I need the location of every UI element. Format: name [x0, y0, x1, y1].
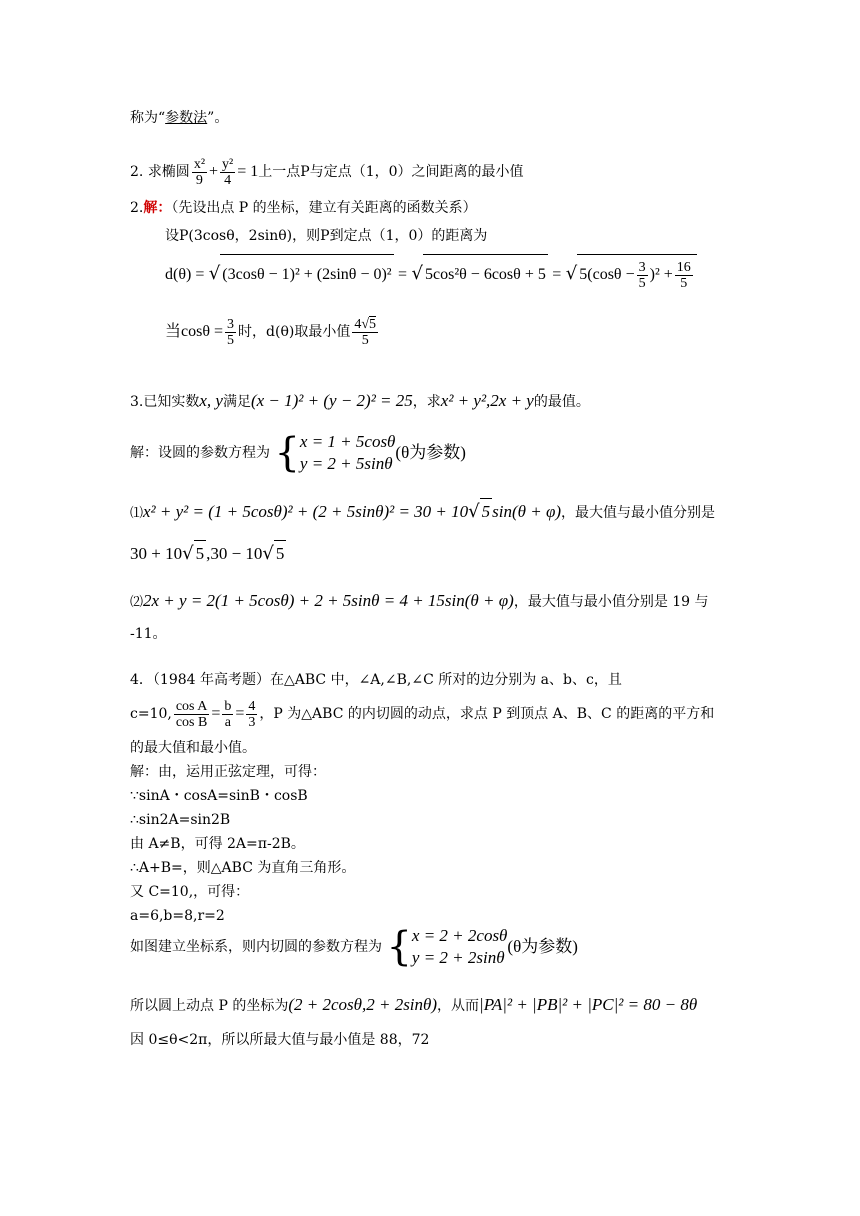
problem-2-set-p: 设P(3cosθ，2sinθ)，则P到定点（1，0）的距离为: [165, 228, 488, 244]
term-parameter-method: 参数法: [165, 110, 208, 126]
problem-2-answer-header: 2.解：（先设出点 P 的坐标，建立有关距离的函数关系）: [130, 200, 477, 216]
fraction-x2-9: $\frac{\text{x²}}{9}$: [193, 156, 206, 188]
problem-4-step-5: ∴A+B=，则△ABC 为直角三角形。: [130, 860, 356, 876]
parametric-system: { x = 1 + 5cosθ y = 2 + 5sinθ (θ为参数): [274, 430, 466, 476]
problem-3-part-2-end: -11。: [130, 626, 167, 642]
problem-3-part-1: ⑴x² + y² = (1 + 5cosθ)² + (2 + 5sinθ)² = 30 + 10√ 5 sin(θ + φ)，最大值与最小值分别是: [130, 498, 715, 527]
problem-4-step-3: ∴sin2A=sin2B: [130, 812, 231, 828]
problem-2-minimum: 当cosθ = $\frac{3}{5}$ 时，d(θ)取最小值 $\frac{4√5}{5}$: [165, 316, 377, 348]
intro-line: 称为“参数法”。: [130, 110, 229, 126]
min-value-fraction: $\frac{4√5}{5}$: [354, 316, 377, 348]
problem-3-part-1-result: 30 + 10√ 5 ,30 − 10√ 5: [130, 540, 286, 568]
fraction-y2-4: $\frac{\text{y²}}{4}$: [222, 156, 234, 188]
problem-4-line-1: 4．（1984 年高考题）在△ABC 中，∠A,∠B,∠C 所对的边分别为 a、b、c，且: [130, 672, 622, 688]
problem-4-final: 因 0≤θ<2π，所以所最大值与最小值是 88，72: [130, 1032, 430, 1048]
problem-4-step-7: a=6,b=8,r=2: [130, 908, 225, 924]
problem-4-line-3: 的最大值和最小值。: [130, 740, 256, 756]
problem-2-question: 2. 求椭圆 $\frac{\text{x²}}{9}$ + $\frac{\text{y²}}{4}$ = 1上一点P与定点（1，0）之间距离的最小值: [130, 156, 524, 188]
problem-4-line-2: c=10, $\frac{\text{cos A}}{\text{cos B}}$ = $\frac{b}{a}$ = $\frac{4}{3}$ ，P 为△ABC 的内切圆的动点，求点 P 到顶点 A、B、C 的距离的平方和: [130, 698, 715, 730]
problem-4-point-sum: 所以圆上动点 P 的坐标为(2 + 2cosθ,2 + 2sinθ)，从而|PA|² + |PB|² + |PC|² = 80 − 8θ: [130, 995, 698, 1014]
problem-4-step-4: 由 A≠B，可得 2A=π-2B。: [130, 836, 305, 852]
problem-2-distance-formula: d(θ) = √ (3cosθ − 1)² + (2sinθ − 0)² = √ 5cos²θ − 6cosθ + 5 = √ 5(cosθ − $\frac{3}{5}$ )² + $\frac{16}{5}$: [165, 254, 697, 295]
problem-4-step-1: 解：由，运用正弦定理，可得：: [130, 764, 326, 780]
problem-3-question: 3.已知实数x, y满足(x − 1)² + (y − 2)² = 25，求x² + y²,2x + y的最值。: [130, 391, 590, 410]
problem-3-parametric: 解：设圆的参数方程为 { x = 1 + 5cosθ y = 2 + 5sinθ (θ为参数): [130, 430, 466, 476]
problem-4-parametric: 如图建立坐标系，则内切圆的参数方程为 { x = 2 + 2cosθ y = 2 + 2sinθ (θ为参数): [130, 924, 578, 970]
problem-4-step-2: ∵sinA・cosA=sinB・cosB: [130, 788, 308, 804]
problem-4-step-6: 又 C=10,，可得：: [130, 884, 250, 900]
problem-3-part-2: ⑵2x + y = 2(1 + 5cosθ) + 2 + 5sinθ = 4 + 15sin(θ + φ)，最大值与最小值分别是 19 与: [130, 591, 709, 610]
incircle-parametric-system: { x = 2 + 2cosθ y = 2 + 2sinθ (θ为参数): [386, 924, 578, 970]
